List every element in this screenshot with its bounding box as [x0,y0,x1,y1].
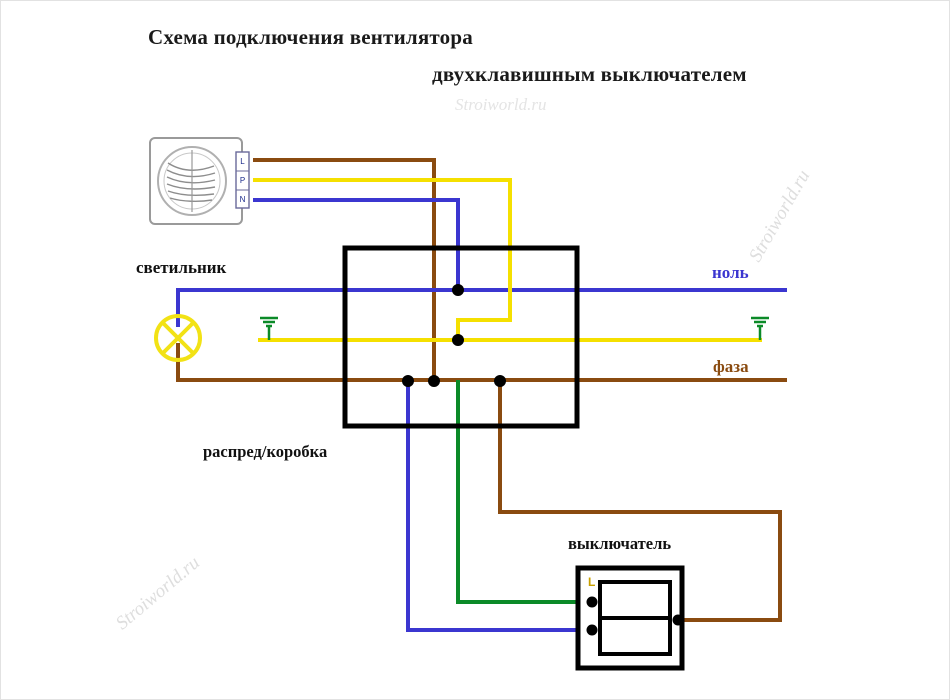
fan-terminal-p-label: P [239,176,246,185]
ground-symbol-left [260,318,278,340]
node-blue-drop [402,375,414,387]
fan-terminal-l-label: L [240,157,245,166]
label-neutral: ноль [712,263,749,282]
blue-wire-fan-n [255,200,458,290]
watermark-right: Stroiworld.ru [745,166,815,266]
watermark-top: Stroiworld.ru [455,95,547,114]
node-brown-fan [428,375,440,387]
node-yellow-junction [452,334,464,346]
label-lamp: светильник [136,258,227,277]
ground-symbol-right [751,318,769,340]
page-title-line-1: Схема подключения вентилятора [148,25,473,49]
switch-terminal-l-label: L [588,575,596,589]
switch-terminal-common [673,615,684,626]
page-title-line-2: двухклавишным выключателем [432,62,747,86]
watermark-left: Stroiworld.ru [112,552,204,635]
label-phase: фаза [713,357,749,376]
yellow-wire-fan-p [255,180,510,340]
switch-terminal-lower [587,625,598,636]
label-junction-box: распред/коробка [203,442,328,461]
node-blue-junction [452,284,464,296]
label-switch: выключатель [568,534,672,553]
fan-terminal-n-label: N [239,195,246,204]
fan-unit [150,138,249,224]
switch-terminal-upper [587,597,598,608]
node-brown-switch [494,375,506,387]
green-wire-to-switch [458,382,590,602]
